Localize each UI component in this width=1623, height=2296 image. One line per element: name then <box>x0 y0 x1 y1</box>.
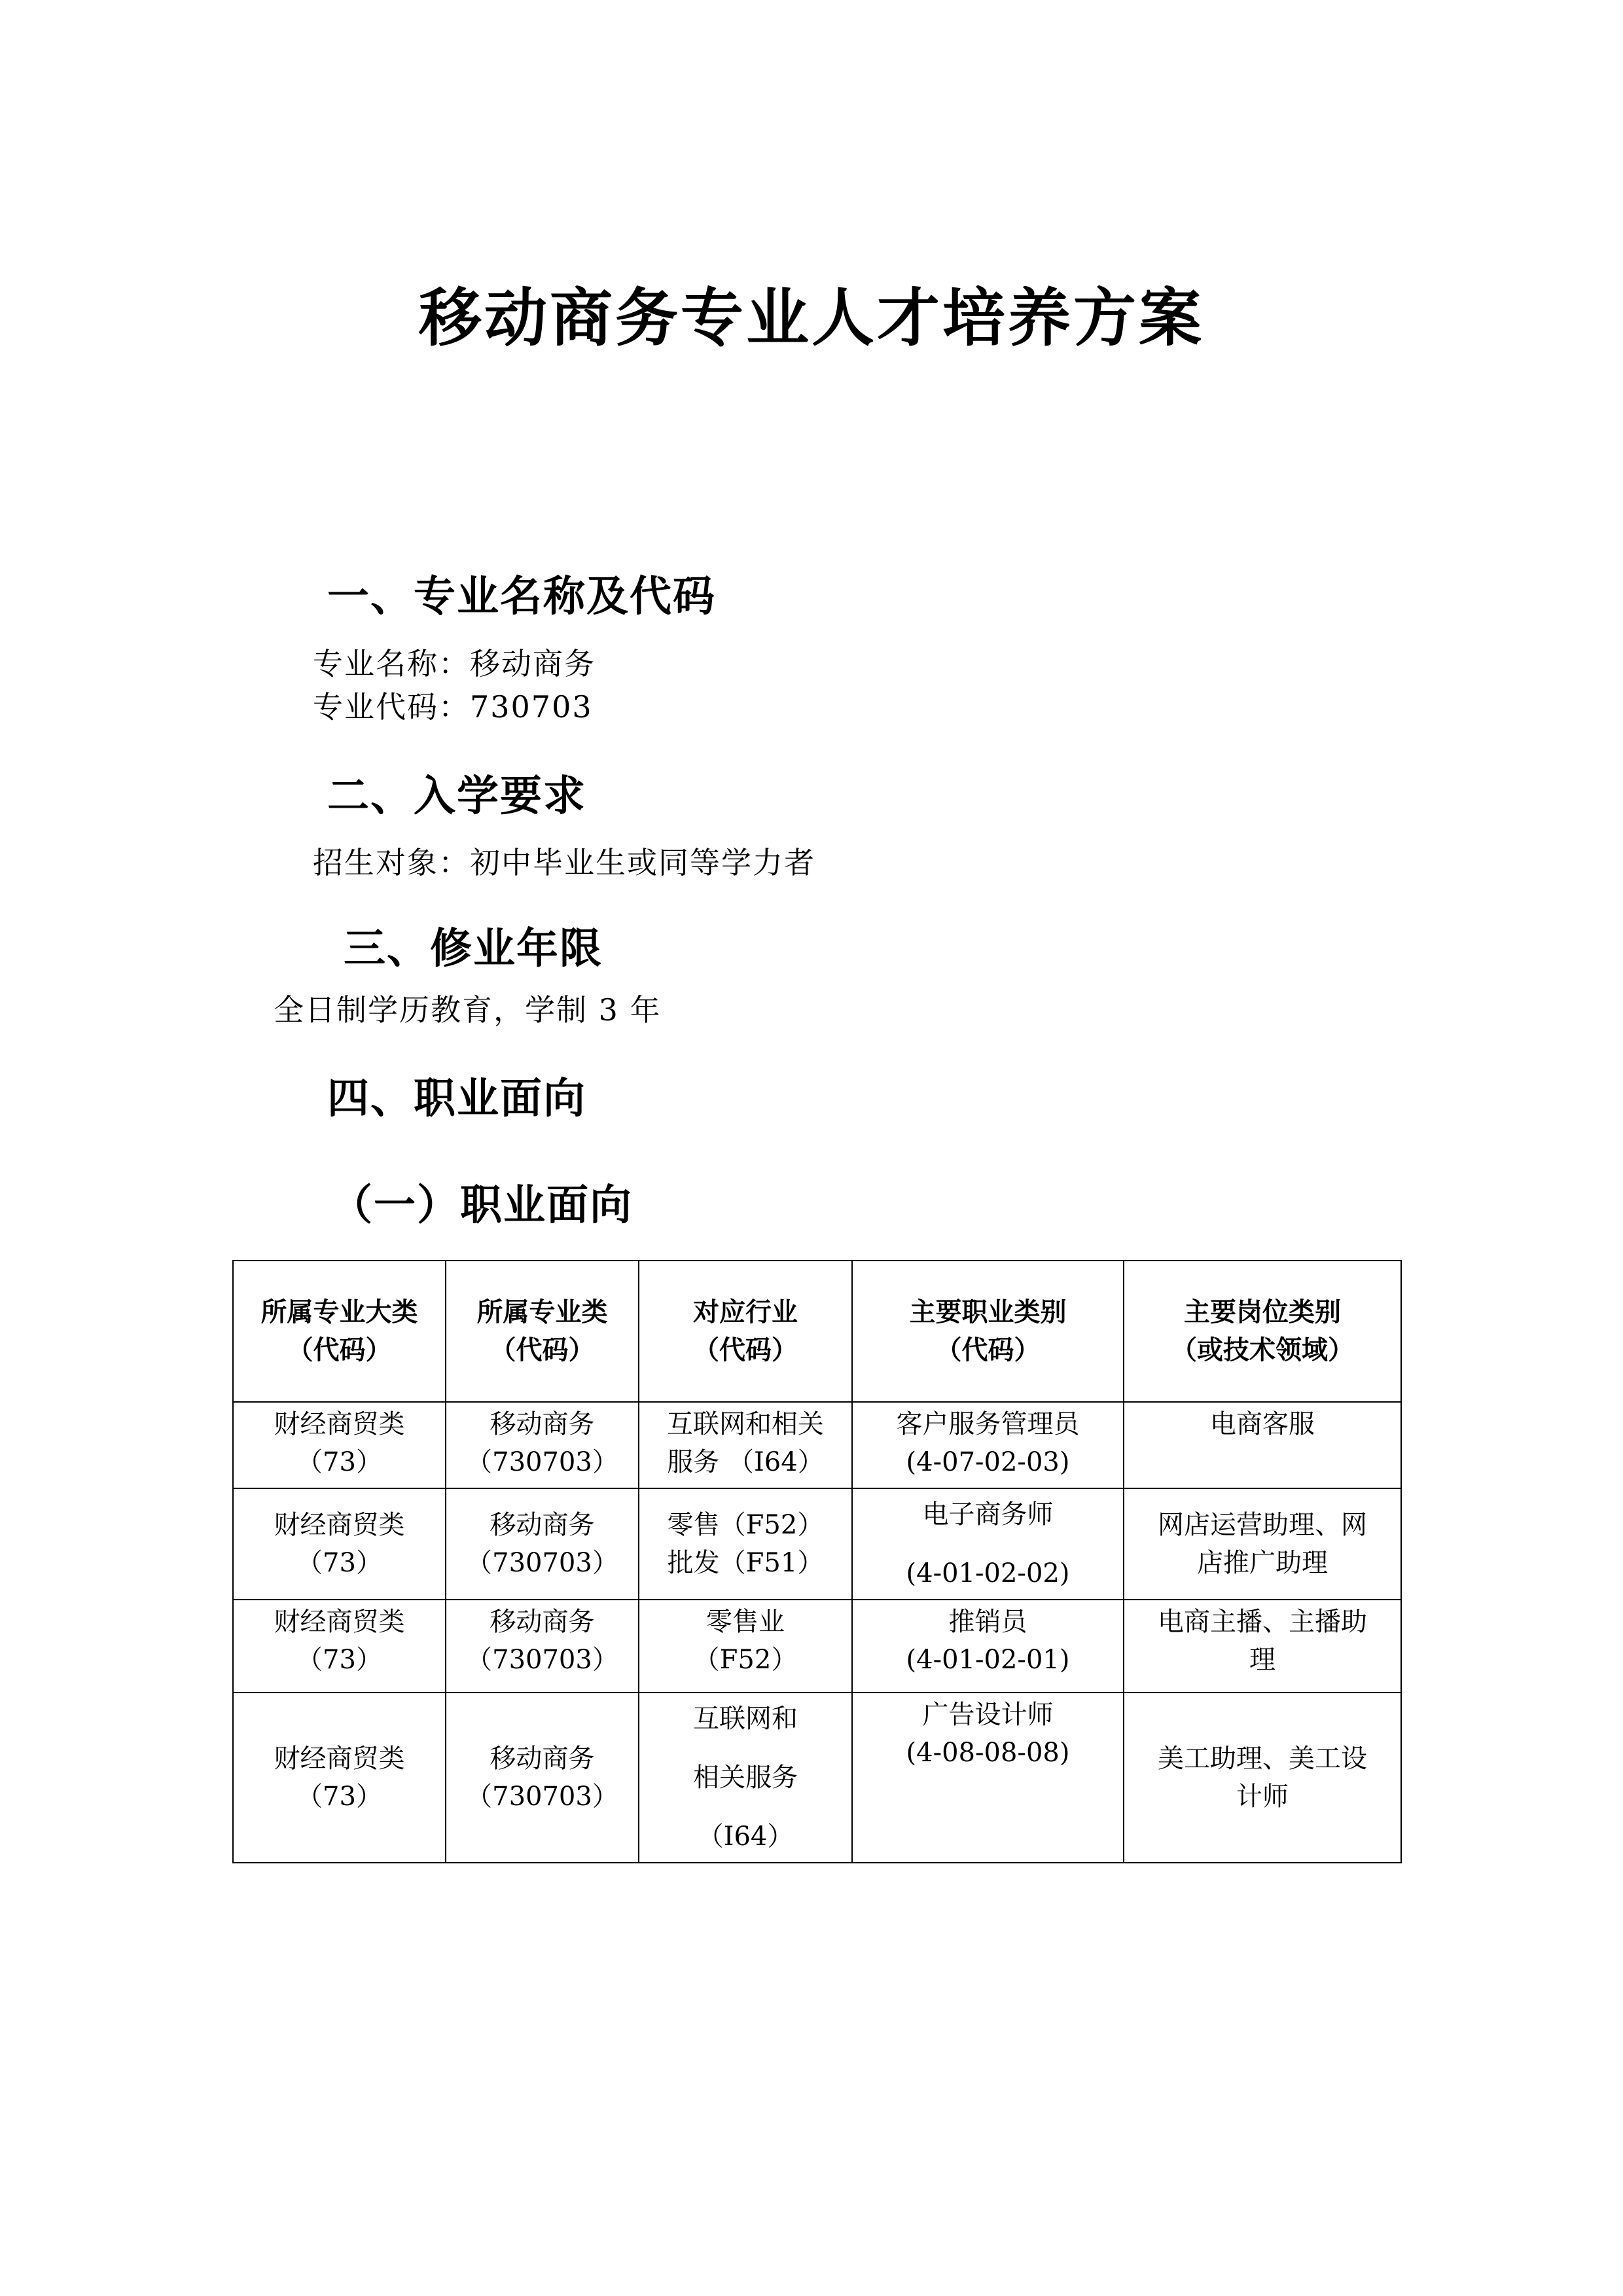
table-cell: 客户服务管理员 (4-07-02-03) <box>852 1402 1124 1488</box>
table-cell: 电子商务师 (4-01-02-02) <box>852 1488 1124 1600</box>
table-cell: 零售业 （F52） <box>639 1600 852 1693</box>
occupation-table <box>232 1260 1402 1863</box>
table-cell: 推销员 (4-01-02-01) <box>852 1600 1124 1693</box>
table-header-row <box>233 1261 1401 1402</box>
section-1-heading: 一、专业名称及代码 <box>327 573 716 621</box>
table-cell: 电商主播、主播助 理 <box>1124 1600 1401 1693</box>
section-4-heading: 四、职业面向 <box>327 1075 586 1123</box>
table-row <box>233 1402 1401 1488</box>
table-cell: 移动商务 （730703） <box>446 1600 639 1693</box>
table-cell: 广告设计师 (4-08-08-08) <box>852 1693 1124 1863</box>
study-length-line: 全日制学历教育，学制 3 年 <box>274 992 662 1028</box>
table-cell: 美工助理、美工设 计师 <box>1124 1693 1401 1863</box>
major-name-line: 专业名称：移动商务 <box>313 646 596 681</box>
table-cell: 财经商贸类 （73） <box>233 1600 446 1693</box>
section-2-heading: 二、入学要求 <box>327 772 586 821</box>
table-cell: 电商客服 <box>1124 1402 1401 1488</box>
table-cell: 财经商贸类 （73） <box>233 1488 446 1600</box>
table-cell: 互联网和 相关服务 （I64） <box>639 1693 852 1863</box>
section-4-subheading: （一）职业面向 <box>330 1181 633 1230</box>
table-cell: 移动商务 （730703） <box>446 1488 639 1600</box>
table-cell: 互联网和相关 服务 （I64） <box>639 1402 852 1488</box>
header-cell: 主要岗位类别 （或技术领域） <box>1124 1261 1401 1402</box>
header-cell: 主要职业类别 （代码） <box>852 1261 1124 1402</box>
table-row <box>233 1600 1401 1693</box>
table-row <box>233 1693 1401 1863</box>
table-cell: 财经商贸类 （73） <box>233 1693 446 1863</box>
table-row <box>233 1488 1401 1600</box>
header-cell: 所属专业大类 （代码） <box>233 1261 446 1402</box>
enrollment-target-line: 招生对象：初中毕业生或同等学力者 <box>313 845 815 880</box>
table-cell: 移动商务 （730703） <box>446 1402 639 1488</box>
table-cell: 财经商贸类 （73） <box>233 1402 446 1488</box>
header-cell: 对应行业 （代码） <box>639 1261 852 1402</box>
document-title: 移动商务专业人才培养方案 <box>419 281 1204 355</box>
table-cell: 网店运营助理、网 店推广助理 <box>1124 1488 1401 1600</box>
major-code-line: 专业代码：730703 <box>313 689 593 725</box>
section-3-heading: 三、修业年限 <box>344 925 603 973</box>
table-cell: 零售（F52） 批发（F51） <box>639 1488 852 1600</box>
table-cell: 移动商务 （730703） <box>446 1693 639 1863</box>
header-cell: 所属专业类 （代码） <box>446 1261 639 1402</box>
